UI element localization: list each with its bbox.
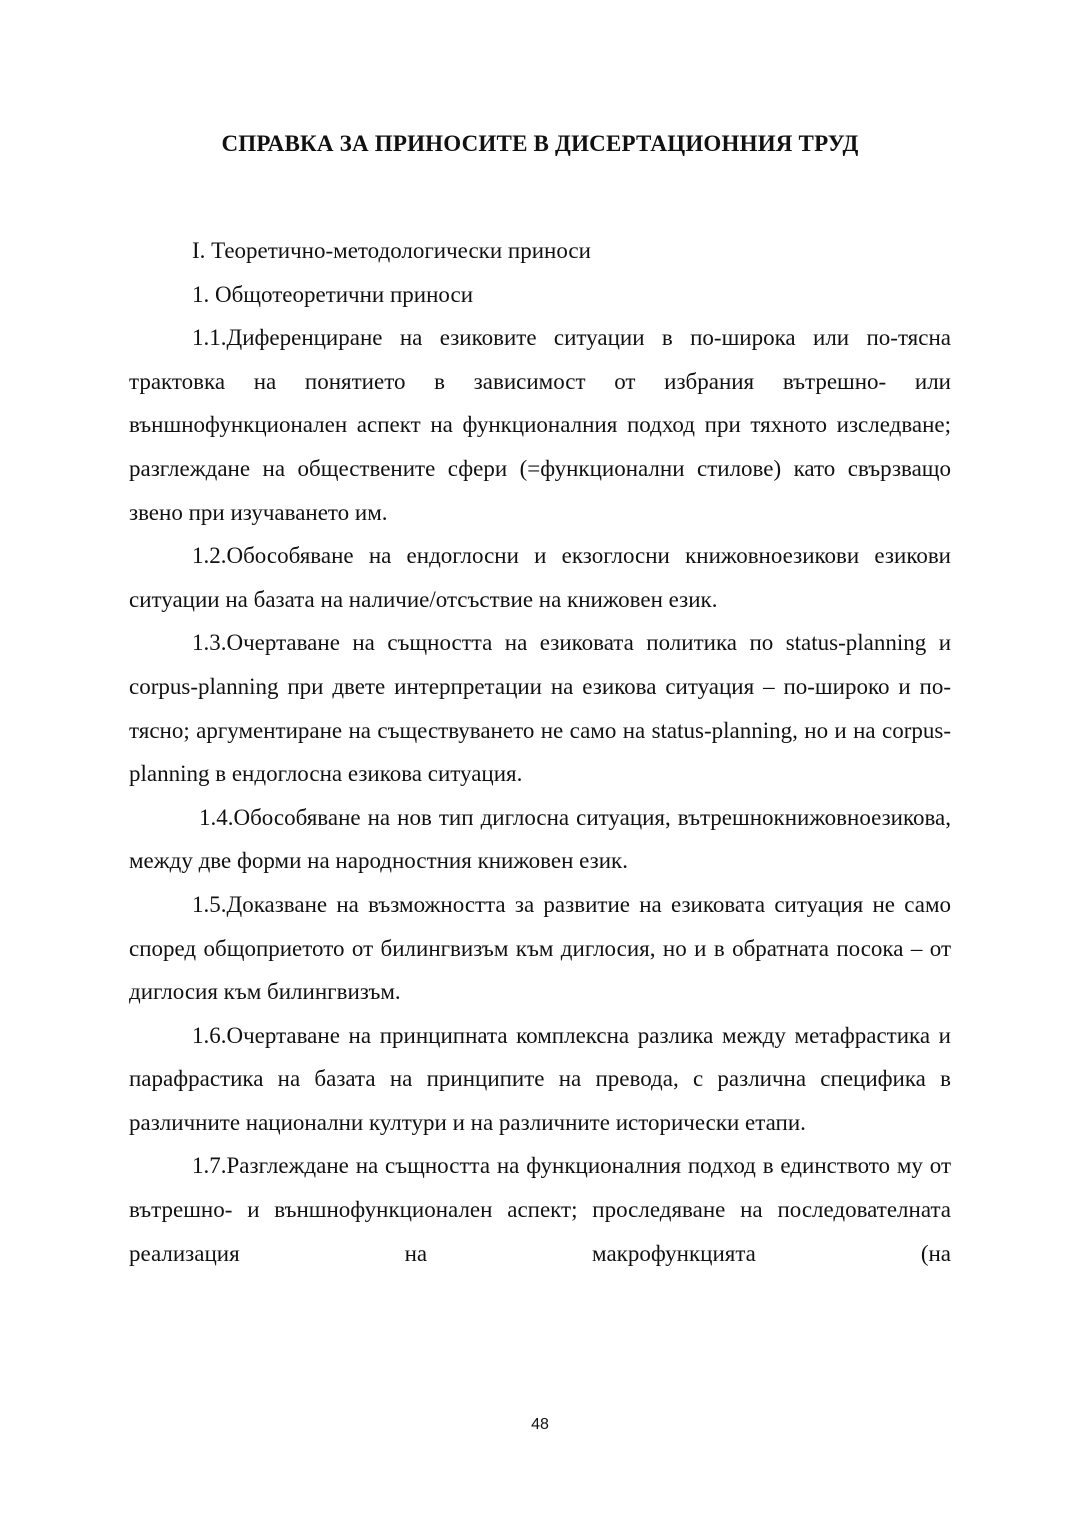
document-body xyxy=(129,229,951,1275)
page-title: СПРАВКА ЗА ПРИНОСИТЕ В ДИСЕРТАЦИОННИЯ ТРУД xyxy=(221,131,859,156)
contribution-paragraph-1-1: 1.1.Диференциране на езиковите ситуации в по-широка или по-тясна трактовка на понятието в зависимост от избрания вътрешно- или външнофункционален аспект на функционалния подход при тяхното изследване; разглеждане на обществените сфери (=функционални стилове) като свързващо звено при изучаването им. xyxy=(129,325,951,525)
contribution-paragraph-1-7: 1.7.Разглеждане на същността на функционалния подход в единството му от вътрешно- и външнофункционален аспект; проследяване на последователната реализация на макрофункцията (на xyxy=(129,1153,951,1266)
contribution-paragraph-1-5: 1.5.Доказване на възможността за развитие на езиковата ситуация не само според общоприетото от билингвизъм към диглосия, но и в обратната посока – от диглосия към билингвизъм. xyxy=(129,891,951,1005)
subsection-heading: 1. Общотеоретични приноси xyxy=(192,281,473,307)
section-heading: I. Теоретично-методологически приноси xyxy=(192,238,591,263)
contribution-paragraph-1-2: 1.2.Обособяване на ендоглосни и екзоглосни книжовноезикови езикови ситуации на базата на наличие/отсъствие на книжовен език. xyxy=(129,543,951,612)
page-number: 48 xyxy=(531,1416,549,1433)
contribution-paragraph-1-6: 1.6.Очертаване на принципната комплексна разлика между метафрастика и парафрастика на базата на принципите на превода, с различна специфика в различните национални култури и на различните исторически етапи. xyxy=(129,1022,951,1135)
contribution-paragraph-1-4: 1.4.Обособяване на нов тип диглосна ситуация, вътрешнокнижовноезикова, между две форми на народностния книжовен език. xyxy=(129,804,951,874)
contribution-paragraph-1-3: 1.3.Очертаване на същността на езиковата политика по status-planning и corpus-planning при двете интерпретации на езикова ситуация – по-широко и по-тясно; аргументиране на съществуването не само на status-planning, но и на corpus-planning в ендоглосна езикова ситуация. xyxy=(129,630,951,787)
